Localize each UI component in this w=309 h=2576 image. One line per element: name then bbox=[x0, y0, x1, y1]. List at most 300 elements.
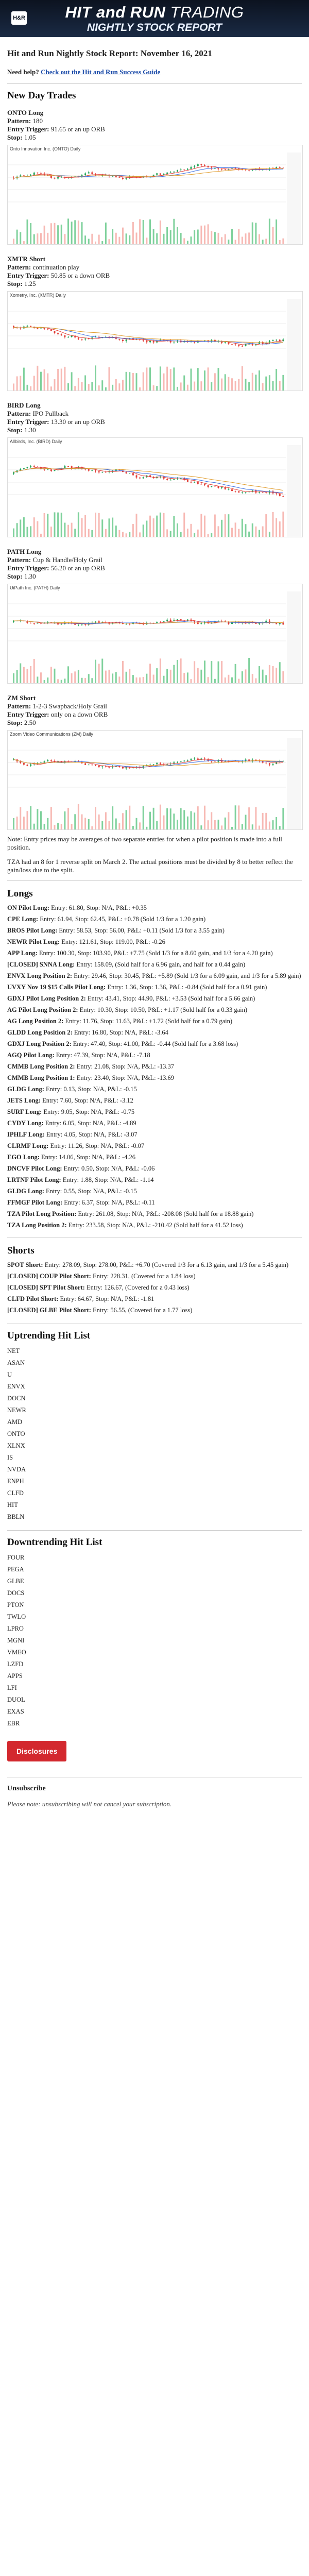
candle-body bbox=[95, 621, 96, 623]
volume-bar bbox=[115, 526, 117, 537]
volume-bar bbox=[248, 807, 250, 829]
volume-bar bbox=[74, 814, 76, 829]
volume-bar bbox=[276, 668, 277, 683]
volume-bar bbox=[211, 382, 212, 391]
volume-bar bbox=[126, 372, 127, 391]
volume-bar bbox=[170, 531, 171, 537]
position-item bbox=[7, 1272, 302, 1280]
candle-body bbox=[37, 623, 38, 624]
volume-bar bbox=[27, 385, 28, 391]
volume-bar bbox=[54, 379, 56, 391]
volume-bar bbox=[197, 530, 199, 537]
volume-bar bbox=[143, 372, 144, 391]
volume-bar bbox=[282, 808, 284, 829]
volume-bar bbox=[95, 513, 96, 537]
candle-body bbox=[84, 764, 86, 765]
volume-bar bbox=[129, 372, 130, 391]
volume-bar bbox=[160, 513, 161, 537]
trade-pattern: Pattern: 180 bbox=[7, 117, 43, 125]
volume-bar bbox=[101, 241, 103, 244]
position-item bbox=[7, 1306, 302, 1314]
price-axis bbox=[287, 152, 301, 244]
section-title-shorts: Shorts bbox=[7, 1245, 35, 1256]
volume-bar bbox=[231, 677, 233, 683]
candle-body bbox=[112, 176, 113, 177]
volume-bar bbox=[191, 368, 192, 391]
volume-bar bbox=[221, 379, 222, 391]
volume-bar bbox=[173, 367, 175, 391]
volume-bar bbox=[194, 230, 195, 244]
volume-bar bbox=[163, 676, 165, 683]
volume-bar bbox=[105, 671, 107, 683]
moving-average-line bbox=[14, 759, 283, 768]
volume-bar bbox=[101, 380, 103, 391]
candle-body bbox=[156, 762, 158, 764]
volume-bar bbox=[57, 823, 59, 829]
candle-body bbox=[272, 340, 274, 341]
ticker-item: ENVX bbox=[7, 1383, 25, 1390]
candle-body bbox=[126, 178, 127, 179]
volume-bar bbox=[81, 678, 83, 683]
volume-bar bbox=[37, 676, 38, 683]
volume-bar bbox=[177, 660, 178, 683]
volume-bar bbox=[146, 674, 147, 683]
candle-body bbox=[50, 329, 52, 331]
volume-bar bbox=[197, 806, 199, 829]
position-detail: Entry: 1.36, Stop: 1.36, P&L: -0.84 (Sold half for a 0.91 gain) bbox=[106, 984, 267, 991]
volume-bar bbox=[20, 807, 21, 829]
candlestick-chart bbox=[8, 299, 301, 391]
help-line: Need help? Check out the Hit and Run Success Guide bbox=[7, 68, 161, 76]
banner-subtitle: NIGHTLY STOCK REPORT bbox=[87, 22, 222, 33]
position-name: CLFD Pilot Short: bbox=[7, 1295, 59, 1302]
volume-bar bbox=[242, 671, 243, 683]
ticker-item: EBR bbox=[7, 1720, 20, 1727]
candle-body bbox=[122, 340, 124, 341]
ticker-item: CLFD bbox=[7, 1489, 24, 1497]
volume-bar bbox=[194, 533, 195, 537]
candle-body bbox=[98, 766, 100, 767]
position-detail: Entry: 11.26, Stop: N/A, P&L: -0.07 bbox=[48, 1142, 145, 1149]
volume-bar bbox=[132, 524, 134, 537]
volume-bar bbox=[23, 817, 25, 829]
volume-bar bbox=[139, 677, 141, 683]
volume-bar bbox=[61, 680, 62, 683]
volume-bar bbox=[118, 823, 120, 829]
volume-bar bbox=[132, 675, 134, 683]
position-detail: Entry: 56.55, (Covered for a 1.77 loss) bbox=[91, 1307, 193, 1314]
volume-bar bbox=[109, 239, 110, 244]
volume-bar bbox=[200, 825, 202, 829]
volume-bar bbox=[238, 229, 239, 244]
candle-body bbox=[47, 760, 48, 761]
volume-bar bbox=[248, 532, 250, 537]
candle-body bbox=[255, 490, 256, 493]
candle-body bbox=[208, 485, 209, 487]
volume-bar bbox=[279, 240, 281, 244]
volume-bar bbox=[218, 526, 219, 537]
volume-bar bbox=[54, 223, 56, 244]
position-name: [CLOSED] COUP Pilot Short: bbox=[7, 1273, 91, 1280]
position-detail: Entry: 10.30, Stop: 10.50, P&L: +1.17 (Sold half for a 0.33 gain) bbox=[78, 1006, 248, 1013]
volume-bar bbox=[225, 374, 226, 391]
candle-body bbox=[248, 170, 250, 171]
candle-body bbox=[187, 760, 188, 761]
ticker-item: AMD bbox=[7, 1418, 23, 1426]
ticker-item: ONTO bbox=[7, 1430, 25, 1437]
candle-body bbox=[67, 466, 69, 467]
ticker-item: HIT bbox=[7, 1501, 18, 1509]
disclosures-button[interactable]: Disclosures bbox=[7, 1741, 66, 1761]
ticker-item: APPS bbox=[7, 1672, 23, 1680]
price-axis bbox=[287, 738, 301, 829]
candle-body bbox=[101, 767, 103, 768]
candle-body bbox=[149, 341, 151, 343]
volume-bar bbox=[74, 220, 76, 244]
volume-bar bbox=[272, 820, 274, 829]
volume-bar bbox=[225, 234, 226, 244]
volume-bar bbox=[122, 532, 124, 537]
volume-bar bbox=[50, 223, 52, 244]
volume-bar bbox=[40, 811, 42, 829]
candle-body bbox=[54, 178, 56, 179]
volume-bar bbox=[242, 366, 243, 391]
position-detail: Entry: 1.88, Stop: N/A, P&L: -1.14 bbox=[61, 1176, 154, 1183]
candle-body bbox=[225, 342, 226, 343]
tza-note: TZA had an 8 for 1 reverse split on March 2. The actual positions must be divided by 8 to better reflect the gain/loss due to the split. bbox=[7, 858, 293, 874]
volume-bar bbox=[166, 227, 168, 244]
candle-body bbox=[166, 173, 168, 174]
chart-title: Onto Innovation Inc. (ONTO) Daily bbox=[10, 146, 81, 151]
volume-bar bbox=[112, 229, 113, 244]
volume-bar bbox=[30, 806, 31, 829]
position-item bbox=[7, 1210, 302, 1218]
candle-body bbox=[71, 336, 73, 337]
volume-bar bbox=[143, 806, 144, 829]
unsubscribe-text: Please note: unsubscribing will not cancel your subscription. bbox=[7, 1800, 172, 1808]
position-name: AGQ Pilot Long: bbox=[7, 1052, 55, 1059]
volume-bar bbox=[91, 382, 93, 391]
volume-bar bbox=[276, 518, 277, 537]
position-item bbox=[7, 1096, 302, 1105]
volume-bar bbox=[173, 665, 175, 683]
volume-bar bbox=[279, 521, 281, 537]
volume-bar bbox=[166, 367, 168, 391]
volume-bar bbox=[259, 234, 260, 244]
volume-bar bbox=[71, 372, 73, 391]
position-detail: Entry: 7.60, Stop: N/A, P&L: -3.12 bbox=[40, 1097, 133, 1104]
position-item bbox=[7, 1283, 302, 1292]
candle-body bbox=[235, 168, 236, 169]
candle-body bbox=[197, 758, 199, 759]
ticker-item: PTON bbox=[7, 1601, 24, 1608]
volume-bar bbox=[61, 513, 62, 537]
volume-bar bbox=[13, 529, 14, 537]
volume-bar bbox=[20, 376, 21, 391]
volume-bar bbox=[64, 679, 65, 683]
volume-bar bbox=[88, 239, 90, 244]
section-title-longs: Longs bbox=[7, 888, 33, 899]
volume-bar bbox=[57, 513, 59, 537]
volume-bar bbox=[160, 221, 161, 244]
candle-body bbox=[54, 470, 56, 471]
candle-body bbox=[132, 473, 134, 475]
candle-body bbox=[269, 341, 270, 343]
volume-bar bbox=[61, 368, 62, 391]
volume-bar bbox=[57, 369, 59, 391]
ticker-item: VMEO bbox=[7, 1649, 26, 1656]
volume-bar bbox=[13, 383, 14, 391]
price-axis bbox=[287, 591, 301, 683]
volume-bar bbox=[50, 807, 52, 829]
position-item bbox=[7, 1164, 302, 1173]
volume-bar bbox=[13, 818, 14, 829]
volume-bar bbox=[44, 369, 45, 391]
candle-body bbox=[214, 168, 216, 169]
volume-bar bbox=[61, 225, 62, 244]
moving-average-line bbox=[14, 759, 283, 767]
volume-bar bbox=[112, 385, 113, 391]
candle-body bbox=[282, 496, 284, 497]
volume-bar bbox=[180, 382, 182, 391]
candle-body bbox=[88, 172, 90, 173]
volume-bar bbox=[136, 232, 138, 244]
volume-bar bbox=[95, 242, 96, 244]
position-name: TZA Long Position 2: bbox=[7, 1222, 67, 1229]
volume-bar bbox=[122, 661, 124, 683]
divider bbox=[7, 880, 302, 881]
position-item bbox=[7, 960, 302, 969]
volume-bar bbox=[200, 226, 202, 244]
candle-body bbox=[126, 472, 127, 473]
position-item bbox=[7, 926, 302, 935]
volume-bar bbox=[170, 369, 171, 391]
volume-bar bbox=[44, 680, 45, 683]
volume-bar bbox=[91, 234, 93, 244]
trade-pattern: Pattern: Cup & Handle/Holy Grail bbox=[7, 556, 102, 564]
position-item bbox=[7, 915, 302, 923]
position-detail: Entry: 228.31, (Covered for a 1.84 loss) bbox=[91, 1273, 196, 1280]
ticker-item: MGNI bbox=[7, 1637, 25, 1644]
volume-bar bbox=[200, 514, 202, 537]
ticker-item: FOUR bbox=[7, 1554, 25, 1561]
volume-bar bbox=[173, 219, 175, 244]
volume-bar bbox=[282, 375, 284, 391]
candle-body bbox=[187, 169, 188, 170]
volume-bar bbox=[122, 380, 124, 391]
trade-entry: Entry Trigger: 50.85 or a down ORB bbox=[7, 272, 110, 279]
candle-body bbox=[64, 335, 65, 337]
volume-bar bbox=[187, 529, 188, 537]
candle-body bbox=[146, 341, 147, 342]
volume-bar bbox=[109, 821, 110, 829]
position-detail: Entry: 261.08, Stop: N/A, P&L: -208.08 (Sold half for a 18.88 gain) bbox=[76, 1210, 254, 1217]
volume-bar bbox=[279, 826, 281, 829]
volume-bar bbox=[153, 518, 154, 537]
candle-body bbox=[44, 761, 45, 762]
volume-bar bbox=[118, 530, 120, 537]
candle-body bbox=[13, 472, 14, 474]
position-item bbox=[7, 994, 302, 1003]
candle-body bbox=[44, 328, 45, 329]
volume-bar bbox=[153, 229, 154, 244]
candle-body bbox=[231, 489, 233, 491]
volume-bar bbox=[105, 529, 107, 537]
volume-bar bbox=[163, 816, 165, 829]
volume-bar bbox=[279, 381, 281, 391]
position-detail: Entry: 4.05, Stop: N/A, P&L: -3.07 bbox=[44, 1131, 138, 1138]
position-item bbox=[7, 1017, 302, 1025]
candle-body bbox=[170, 620, 171, 621]
volume-bar bbox=[218, 233, 219, 244]
banner-title: HIT and RUN TRADING bbox=[65, 3, 244, 21]
volume-bar bbox=[235, 664, 236, 683]
position-name: FFMGF Pilot Long: bbox=[7, 1199, 63, 1206]
volume-bar bbox=[33, 376, 35, 391]
volume-bar bbox=[132, 222, 134, 244]
trade-block bbox=[7, 109, 302, 245]
trade-pattern: Pattern: IPO Pullback bbox=[7, 410, 69, 417]
volume-bar bbox=[153, 385, 154, 391]
volume-bar bbox=[64, 811, 65, 829]
price-axis bbox=[287, 445, 301, 537]
volume-bar bbox=[180, 808, 182, 829]
candle-body bbox=[64, 466, 65, 468]
volume-bar bbox=[37, 233, 38, 244]
volume-bar bbox=[16, 376, 18, 391]
volume-bar bbox=[204, 806, 205, 829]
volume-bar bbox=[255, 223, 256, 244]
volume-bar bbox=[136, 373, 138, 391]
candle-body bbox=[200, 623, 202, 624]
volume-bar bbox=[218, 662, 219, 683]
trade-block bbox=[7, 694, 302, 830]
volume-bar bbox=[208, 820, 209, 829]
volume-bar bbox=[27, 527, 28, 537]
volume-bar bbox=[214, 515, 216, 537]
volume-bar bbox=[255, 375, 256, 391]
trade-symbol: ONTO Long bbox=[7, 109, 44, 116]
volume-bar bbox=[139, 387, 141, 391]
candle-body bbox=[33, 173, 35, 175]
volume-bar bbox=[279, 662, 281, 683]
volume-bar bbox=[109, 367, 110, 391]
position-item bbox=[7, 1085, 302, 1093]
volume-bar bbox=[166, 669, 168, 683]
volume-bar bbox=[47, 374, 48, 391]
volume-bar bbox=[47, 818, 48, 829]
candle-body bbox=[252, 490, 253, 492]
header-banner bbox=[0, 0, 309, 37]
candle-body bbox=[50, 469, 52, 471]
volume-bar bbox=[67, 666, 69, 683]
success-guide-link[interactable]: Check out the Hit and Run Success Guide bbox=[41, 68, 161, 76]
ticker-item: NVDA bbox=[7, 1466, 26, 1473]
position-name: SURF Long: bbox=[7, 1108, 42, 1115]
volume-bar bbox=[30, 666, 31, 683]
volume-bar bbox=[183, 513, 185, 537]
candle-body bbox=[160, 762, 161, 764]
position-name: AG Pilot Long Position 2: bbox=[7, 1006, 78, 1013]
position-item bbox=[7, 1040, 302, 1048]
volume-bar bbox=[160, 658, 161, 683]
volume-bar bbox=[71, 673, 73, 683]
uptrend-list bbox=[7, 1347, 302, 1521]
volume-bar bbox=[71, 222, 73, 244]
volume-bar bbox=[221, 237, 222, 244]
position-name: GLDG Long: bbox=[7, 1086, 44, 1093]
position-item bbox=[7, 1028, 302, 1037]
volume-bar bbox=[265, 675, 267, 683]
position-name: LRTNF Pilot Long: bbox=[7, 1176, 61, 1183]
volume-bar bbox=[214, 232, 216, 244]
volume-bar bbox=[269, 532, 270, 537]
volume-bar bbox=[276, 817, 277, 829]
volume-bar bbox=[129, 532, 130, 537]
volume-bar bbox=[255, 807, 256, 829]
volume-bar bbox=[214, 820, 216, 829]
position-name: EGO Long: bbox=[7, 1154, 40, 1161]
position-name: CMMB Long Position 2: bbox=[7, 1063, 75, 1070]
volume-bar bbox=[84, 678, 86, 683]
volume-bar bbox=[262, 383, 264, 391]
volume-bar bbox=[98, 235, 100, 244]
volume-bar bbox=[16, 523, 18, 537]
volume-bar bbox=[126, 810, 127, 829]
candle-body bbox=[194, 758, 195, 759]
volume-bar bbox=[156, 386, 158, 391]
candle-body bbox=[57, 177, 59, 179]
volume-bar bbox=[81, 222, 83, 244]
position-detail: Entry: 29.46, Stop: 30.45, P&L: +5.89 (Sold 1/3 for a 6.09 gain, and 1/3 for a 5.89 gain) bbox=[72, 972, 301, 979]
position-detail: Entry: 14.06, Stop: N/A, P&L: -4.26 bbox=[39, 1154, 135, 1161]
position-item bbox=[7, 938, 302, 946]
ticker-item: ASAN bbox=[7, 1359, 25, 1366]
volume-bar bbox=[156, 516, 158, 537]
volume-bar bbox=[112, 673, 113, 683]
chart-title: Xometry, Inc. (XMTR) Daily bbox=[10, 293, 66, 298]
volume-bar bbox=[47, 233, 48, 244]
candle-body bbox=[91, 172, 93, 174]
volume-bar bbox=[126, 672, 127, 683]
position-item bbox=[7, 1176, 302, 1184]
volume-bar bbox=[88, 819, 90, 829]
position-name: DNCVF Pilot Long: bbox=[7, 1165, 62, 1172]
volume-bar bbox=[191, 811, 192, 829]
trade-block bbox=[7, 255, 302, 391]
trade-stop: Stop: 1.25 bbox=[7, 280, 36, 287]
position-item bbox=[7, 1142, 302, 1150]
candle-body bbox=[118, 177, 120, 178]
volume-bar bbox=[105, 812, 107, 829]
volume-bar bbox=[259, 530, 260, 537]
volume-bar bbox=[248, 382, 250, 391]
position-item bbox=[7, 972, 302, 980]
volume-bar bbox=[180, 658, 182, 683]
volume-bar bbox=[67, 383, 69, 391]
moving-average-line bbox=[14, 468, 283, 490]
volume-bar bbox=[211, 231, 212, 244]
volume-bar bbox=[156, 668, 158, 683]
candle-body bbox=[30, 765, 31, 766]
candle-body bbox=[78, 624, 79, 625]
candle-body bbox=[214, 761, 216, 762]
volume-bar bbox=[118, 676, 120, 683]
candle-body bbox=[200, 164, 202, 165]
volume-bar bbox=[78, 221, 79, 244]
volume-bar bbox=[221, 825, 222, 829]
trade-symbol: BIRD Long bbox=[7, 401, 41, 409]
